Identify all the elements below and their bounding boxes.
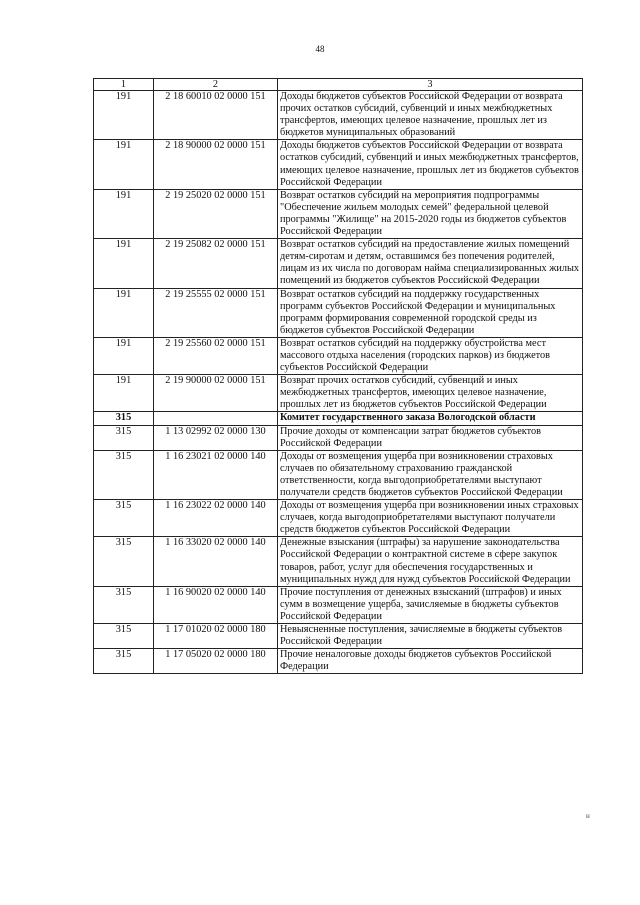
description-cell: Возврат остатков субсидий на мероприятия подпрограммы "Обеспечение жильем молодых семей" федеральной целевой программы "Жилище" на 2015-2020 годы из бюджетов субъектов Российской Федерации <box>278 189 583 238</box>
table-row <box>94 375 583 412</box>
revenue-code-cell: 1 13 02992 02 0000 130 <box>154 425 278 450</box>
margin-mark: н <box>586 812 590 820</box>
revenue-code-cell: 2 19 25082 02 0000 151 <box>154 239 278 288</box>
table-row <box>94 537 583 586</box>
admin-code-cell: 315 <box>94 425 154 450</box>
table-row <box>94 288 583 337</box>
admin-code-cell: 191 <box>94 288 154 337</box>
admin-code-cell: 315 <box>94 412 154 425</box>
revenue-code-cell <box>154 412 278 425</box>
revenue-code-cell: 1 16 23021 02 0000 140 <box>154 450 278 499</box>
admin-code-cell: 191 <box>94 239 154 288</box>
table-row <box>94 91 583 140</box>
table-row <box>94 624 583 649</box>
revenue-code-cell: 2 18 90000 02 0000 151 <box>154 140 278 189</box>
description-cell: Невыясненные поступления, зачисляемые в бюджеты субъектов Российской Федерации <box>278 624 583 649</box>
description-cell: Прочие неналоговые доходы бюджетов субъектов Российской Федерации <box>278 649 583 674</box>
admin-code-cell: 315 <box>94 537 154 586</box>
description-cell: Доходы бюджетов субъектов Российской Федерации от возврата прочих остатков субсидий, субвенций и иных межбюджетных трансфертов, имеющих целевое назначение, прошлых лет из бюджетов муниципальных образований <box>278 91 583 140</box>
admin-code-cell: 191 <box>94 140 154 189</box>
table-row <box>94 500 583 537</box>
table-row <box>94 337 583 374</box>
column-header-3: 3 <box>278 79 583 91</box>
revenue-code-cell: 1 16 90020 02 0000 140 <box>154 586 278 623</box>
revenue-code-cell: 2 18 60010 02 0000 151 <box>154 91 278 140</box>
admin-code-cell: 315 <box>94 586 154 623</box>
admin-code-cell: 315 <box>94 624 154 649</box>
admin-code-cell: 191 <box>94 337 154 374</box>
revenue-code-cell: 2 19 90000 02 0000 151 <box>154 375 278 412</box>
description-cell: Денежные взыскания (штрафы) за нарушение законодательства Российской Федерации о контрактной системе в сфере закупок товаров, работ, услуг для обеспечения государственных и муниципальных нужд для нужд субъектов Российской Федерации <box>278 537 583 586</box>
description-cell: Возврат остатков субсидий на поддержку государственных программ субъектов Российской Федерации и муниципальных программ формирования современной городской среды из бюджетов субъектов Российской Федерации <box>278 288 583 337</box>
table-row <box>94 239 583 288</box>
description-cell: Возврат прочих остатков субсидий, субвенций и иных межбюджетных трансфертов, имеющих целевое назначение, прошлых лет из бюджетов субъектов Российской Федерации <box>278 375 583 412</box>
admin-code-cell: 191 <box>94 189 154 238</box>
admin-code-cell: 315 <box>94 500 154 537</box>
description-cell: Комитет государственного заказа Вологодской области <box>278 412 583 425</box>
description-cell: Возврат остатков субсидий на предоставление жилых помещений детям-сиротам и детям, оставшимся без попечения родителей, лицам из их числа по договорам найма специализированных жилых помещений из бюджетов субъектов Российской Федерации <box>278 239 583 288</box>
header-row <box>94 79 583 91</box>
column-header-2: 2 <box>154 79 278 91</box>
admin-code-cell: 315 <box>94 450 154 499</box>
revenue-codes-table <box>93 78 583 674</box>
section-row <box>94 412 583 425</box>
table-row <box>94 586 583 623</box>
admin-code-cell: 191 <box>94 91 154 140</box>
table-row <box>94 450 583 499</box>
description-cell: Доходы от возмещения ущерба при возникновении страховых случаев по обязательному страхованию гражданской ответственности, когда выгодоприобретателями выступают получатели средств бюджетов субъектов Российской Федерации <box>278 450 583 499</box>
table-row <box>94 649 583 674</box>
column-header-1: 1 <box>94 79 154 91</box>
description-cell: Возврат остатков субсидий на поддержку обустройства мест массового отдыха населения (городских парков) из бюджетов субъектов Российской Федерации <box>278 337 583 374</box>
revenue-code-cell: 1 16 33020 02 0000 140 <box>154 537 278 586</box>
description-cell: Доходы от возмещения ущерба при возникновении иных страховых случаев, когда выгодоприобретателями выступают получатели средств бюджетов субъектов Российской Федерации <box>278 500 583 537</box>
revenue-code-cell: 1 17 05020 02 0000 180 <box>154 649 278 674</box>
revenue-code-cell: 2 19 25020 02 0000 151 <box>154 189 278 238</box>
revenue-code-cell: 2 19 25560 02 0000 151 <box>154 337 278 374</box>
description-cell: Прочие поступления от денежных взысканий (штрафов) и иных сумм в возмещение ущерба, зачисляемые в бюджеты субъектов Российской Федерации <box>278 586 583 623</box>
admin-code-cell: 315 <box>94 649 154 674</box>
revenue-code-cell: 2 19 25555 02 0000 151 <box>154 288 278 337</box>
table-row <box>94 189 583 238</box>
page-number: 48 <box>315 44 325 54</box>
table-row <box>94 425 583 450</box>
table-row <box>94 140 583 189</box>
description-cell: Доходы бюджетов субъектов Российской Федерации от возврата остатков субсидий, субвенций и иных межбюджетных трансфертов, имеющих целевое назначение, прошлых лет из бюджетов субъектов Российской Федерации <box>278 140 583 189</box>
revenue-code-cell: 1 16 23022 02 0000 140 <box>154 500 278 537</box>
revenue-code-cell: 1 17 01020 02 0000 180 <box>154 624 278 649</box>
admin-code-cell: 191 <box>94 375 154 412</box>
description-cell: Прочие доходы от компенсации затрат бюджетов субъектов Российской Федерации <box>278 425 583 450</box>
